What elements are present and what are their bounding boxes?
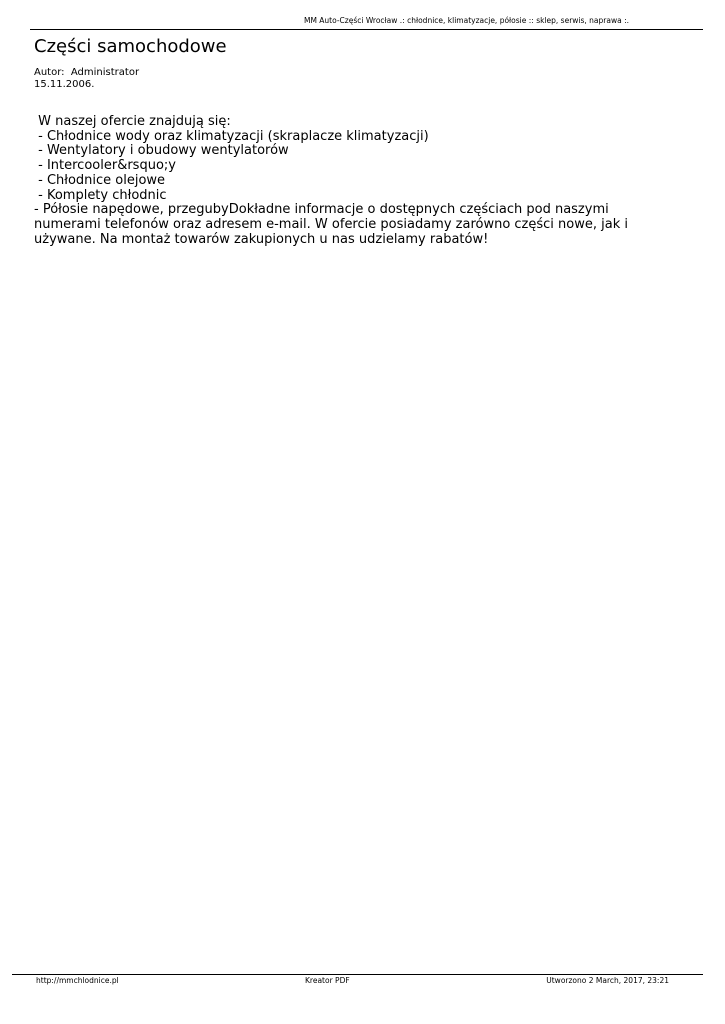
list-item: - Intercooler&rsquo;y bbox=[34, 158, 176, 174]
article-date: 15.11.2006. bbox=[34, 79, 95, 90]
author-label: Autor: bbox=[34, 67, 65, 78]
article-meta bbox=[34, 67, 139, 91]
article-body bbox=[34, 115, 674, 247]
list-item: - Chłodnice olejowe bbox=[34, 172, 166, 188]
page-title: Części samochodowe bbox=[34, 36, 227, 57]
list-item: - Komplety chłodnic bbox=[34, 187, 167, 203]
closing-paragraph: - Półosie napędowe, przegubyDokładne informacje o dostępnych częściach pod naszymi numerami telefonów oraz adresem e-mail. W ofercie posiadamy zarówno części nowe, jak i używane. Na montaż towarów zakupionych u nas udzielamy rabatów! bbox=[34, 202, 628, 247]
footer-divider bbox=[12, 974, 703, 975]
header-divider bbox=[30, 29, 703, 30]
footer-url: http://mmchlodnice.pl bbox=[36, 976, 119, 985]
list-item: - Chłodnice wody oraz klimatyzacji (skraplacze klimatyzacji) bbox=[34, 128, 429, 144]
intro-text: W naszej ofercie znajdują się: bbox=[34, 114, 231, 129]
footer-generator: Kreator PDF bbox=[305, 976, 350, 985]
author-line bbox=[34, 67, 139, 79]
footer-created-date: Utworzono 2 March, 2017, 23:21 bbox=[546, 976, 669, 985]
list-item: - Wentylatory i obudowy wentylatorów bbox=[34, 143, 289, 159]
author-name: Administrator bbox=[70, 67, 140, 78]
header-site-title: MM Auto-Części Wrocław .: chłodnice, klimatyzacje, półosie :: sklep, serwis, naprawa :. bbox=[303, 16, 629, 25]
